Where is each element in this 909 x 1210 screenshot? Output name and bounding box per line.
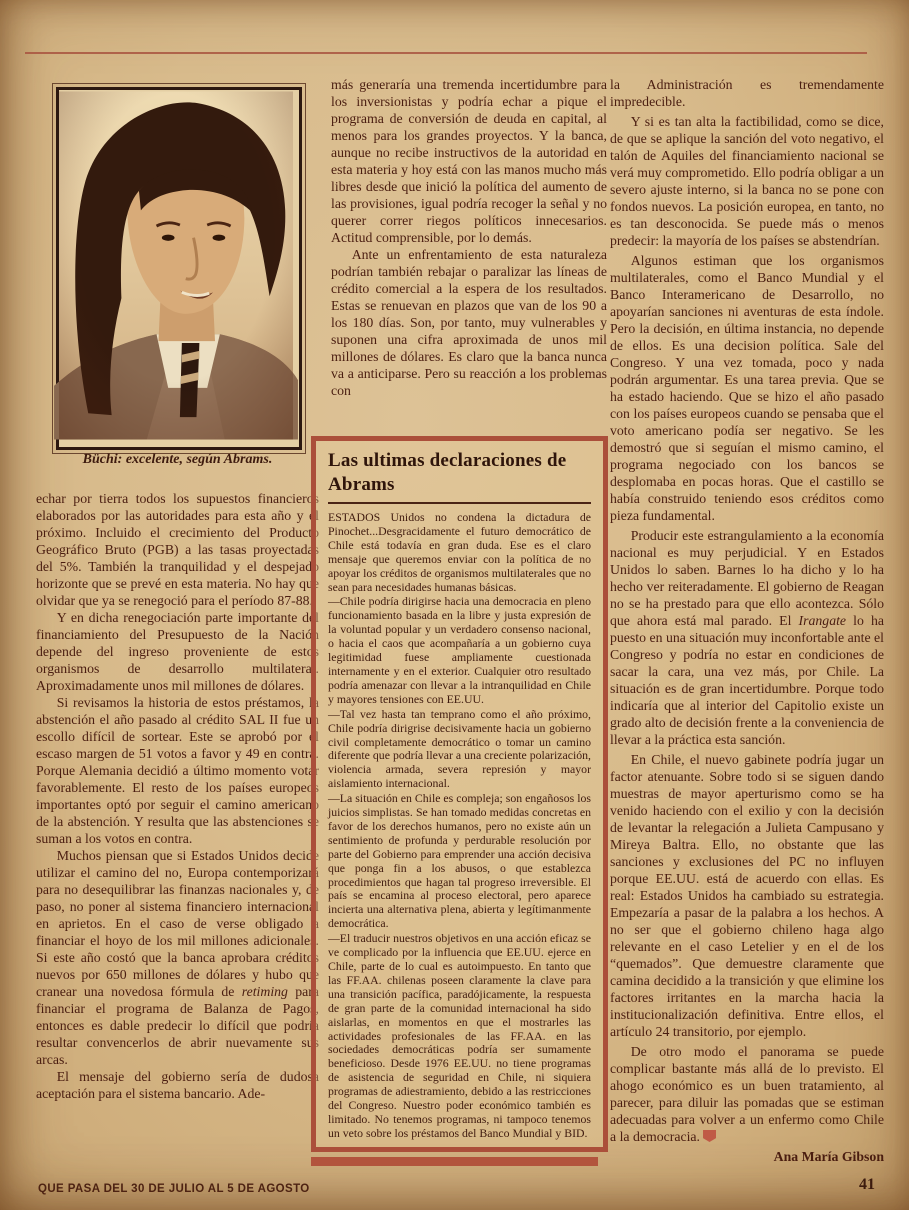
paragraph: más generaría una tremenda incertidumbre para los inversionistas y podría echar a pique el programa de conversión de deuda en capital, al menos para los grandes proyectos. Y la banca, aunque no recibe instructivos de la autoridad en esta materia y hoy está con las manos mucho más libres desde que inició la política del aumento de las provisiones, igual podría recoger la señal y no querer correr riegos políticos innecesarios. Actitud comprensible, por lo demás. bbox=[331, 77, 607, 245]
paragraph-segment: lo ha puesto en una situación muy inconfortable ante el Congreso y podría no estar en condiciones de sacar la cara, una vez más, por Chile. La situación es de gran incertidumbre. Porque todo indicaría que al interior del Capitolio existe un grado alto de decisión frente a la conveniencia de llevar a la práctica esta sanción. bbox=[610, 613, 884, 747]
paragraph: la Administración es tremendamente impredecible. bbox=[610, 77, 884, 109]
paragraph: Y si es tan alta la factibilidad, como se dice, de que se aplique la sanción del voto negativo, el talón de Aquiles del financiamiento nacional se verá muy comprometido. Ello podría obligar a un severo ajuste interno, si la banca no se pone con fondos nuevos. La posición europea, en tanto, no es tan desconocida. Se puede más o menos predecir: la mayoría de los países se abstendrían. bbox=[610, 114, 884, 248]
portrait-photo bbox=[56, 87, 302, 450]
paragraph: Y en dicha renegociación parte importante del financiamiento del Presupuesto de la Nación depende del ingreso proveniente de estos organismos de desarrollo multilateral. Aproximadamente unos mil millones de dólares. bbox=[36, 610, 319, 693]
author-byline: Ana María Gibson bbox=[773, 1149, 884, 1164]
portrait-photo-illustration bbox=[59, 90, 293, 441]
paragraph: echar por tierra todos los supuestos financieros elaborados por las autoridades para esta año y el próximo. Incluido el crecimiento del Producto Geográfico Bruto (PGB) a las tasas proyectadas del 5%. También la tranquilidad y el despejado horizonte que se prevé en esta materia. No hay que olvidar que ya se renegoció para el período 87-88. bbox=[36, 491, 319, 608]
article-column-3 bbox=[610, 76, 884, 1164]
paragraph-segment: Producir este estrangulamiento a la economía nacional es muy perjudicial. Y en Estados Unidos lo saben. Barnes lo ha dicho y lo ha hecho ver reiteradamente. El gobierno de Reagan no se ha prestado para que ello acontezca. Sólo que ahora está mal parado. El bbox=[610, 528, 884, 628]
footer-magazine-dateline: QUE PASA DEL 30 DE JULIO AL 5 DE AGOSTO bbox=[38, 1183, 310, 1195]
paragraph: —La situación en Chile es compleja; son engañosos los juicios simplistas. Se han tomado medidas concretas en favor de los derechos humanos, pero no existe aún un sentimiento de profunda y perdurable resolución por parte del Gobierno para emprender una acción decisiva que ponga fin a los abusos, o que establezca procedimientos que hagan tal progreso irreversible. El país se encamina al proceso electoral, pero aparece incierta una alternativa plena, abierta y legítimanmente democrática. bbox=[328, 791, 591, 931]
paragraph: —Tal vez hasta tan temprano como el año próximo, Chile podría dirigrise decisivamente hacia un gobierno civil completamente democrático o tomar un camino diferente que podría llevar a una creciente polarización, violencia armada, severa represión y mayor aislamiento internacional. bbox=[328, 706, 591, 791]
paragraph: Si revisamos la historia de estos préstamos, la abstención el año pasado al crédito SAL II fue un escollo difícil de sortear. Este se aprobó por el escaso margen de 51 votos a favor y 49 en contra. Porque Alemania decidió a último momento votar favorablemente. El resto de los países europeos importantes optó por seguir el camino americano de la abstención. Y resulta que las abstenciones se suman a los votos en contra. bbox=[36, 695, 319, 846]
paragraph: ESTADOS Unidos no condena la dictadura de Pinochet...Desgracidamente el futuro democrático de Chile está todavía en gran duda. Ese es el claro mensaje que queremos enviar con la política de no apoyar los créditos de organismos multilaterales que no sean para necesidades humanas básicas. bbox=[328, 510, 591, 594]
abrams-declarations-box bbox=[311, 436, 608, 1152]
paragraph-segment: para financiar el programa de Balanza de Pagos, entonces es dable predecir lo difícil que podría resultar convencerlos de abrir nuevamente sus arcas. bbox=[36, 984, 319, 1067]
top-rule bbox=[25, 52, 867, 54]
paragraph: —El traducir nuestros objetivos en una acción eficaz se ve complicado por la influencia que EE.UU. ejerce en Chile, parte de lo cual es autoimpuesto. En tanto que las FF.AA. chilenas poseen claramente la clave para una transición pacífica, paradójicamente, la respuesta de gran parte de la comunidad internacional ha sido aislarlas, en momentos en que el mostrarles las actividades profesionales de las FF.AA. en las sociedades democráticas podría ser sumamente beneficioso. Desde 1976 EE.UU. no tiene programas de asistencia de seguridad en Chile, ni siquiera programas de adiestramiento, debido a las restricciones del Congreso. Nuestro poder económico también es limitado. No tenemos programas, ni tampoco tenemos un veto sobre los préstamos del Banco Mundial y BID. bbox=[328, 931, 591, 1140]
italic-term: Irangate bbox=[798, 613, 847, 628]
paragraph-segment: Muchos piensan que si Estados Unidos decide utilizar el camino del no, Europa contemporizará para no desequilibrar las finanzas nacionales y, de paso, no poner al sistema financiero internacional en aprietos. En el caso de verse obligado a financiar el hoyo de los mil millones adicionales. Si este año costó que la banca aprobara créditos nuevos por 650 millones de dólares y hubo que cranear una novedosa fórmula de bbox=[36, 848, 319, 999]
box-title: Las ultimas declaraciones de Abrams bbox=[328, 449, 591, 504]
paragraph-segment: De otro modo el panorama se puede complicar bastante más allá de lo previsto. El ahogo económico es un buen tratamiento, al parecer, para diluir las pomadas que se estiman adecuadas para volver a un enfermo como Chile a la democracia. bbox=[610, 1044, 884, 1144]
paragraph bbox=[610, 527, 884, 748]
end-mark bbox=[703, 1130, 716, 1142]
paragraph bbox=[36, 847, 319, 1068]
box-body bbox=[328, 511, 591, 1141]
paragraph bbox=[610, 1043, 884, 1145]
paragraph: Ante un enfrentamiento de esta naturaleza podrían también rebajar o paralizar las líneas de crédito comercial a la espera de los resultados. Estas se renuevan en plazos que van de los 90 a los 180 días. Son, por tanto, muy vulnerables y suponen una cifra aproximada de unos mil millones de dólares. Es claro que la banca nunca va a anticiparse. Pero su reacción a los problemas con bbox=[331, 247, 607, 398]
paragraph: En Chile, el nuevo gabinete podría jugar un factor atenuante. Sobre todo si se siguen dando muestras de mayor aperturismo como se ha venido haciendo con el exilio y con la decisión de levantar la relegación a Julieta Campusano y Mireya Baltra. Ello, no obstante que las sanciones y exclusiones del PC no influyen porque EE.UU. está de acuerdo con ellas. Es real: Estados Unidos ha cambiado su estrategia. Empezaría a pasar de la palabra a los hechos. A no ser que el gobierno chileno haga algo relevante en el caso Letelier y en el de los “quemados”. Que demuestre claramente que camina decidido a la transición y que elimine los factores irritantes en la marcha hacia la institucionalización definitiva. Entre ellos, el artículo 24 transitorio, por ejemplo. bbox=[610, 752, 884, 1039]
photo-caption: Büchi: excelente, según Abrams. bbox=[82, 452, 273, 467]
article-column-2 bbox=[331, 76, 607, 430]
article-column-1 bbox=[36, 490, 319, 1170]
italic-term: retiming bbox=[241, 984, 288, 999]
paragraph: El mensaje del gobierno sería de dudosa aceptación para el sistema bancario. Ade- bbox=[36, 1069, 319, 1101]
red-divider-bar bbox=[311, 1157, 598, 1166]
paragraph: Algunos estiman que los organismos multilaterales, como el Banco Mundial y el Banco Interamericano de Desarrollo, no apoyarían sanciones ni aventuras de esta índole. Pero la decisión, en última instancia, no depende de ellos. Es una decision política. Sale del Congreso. Y una vez tomada, poco y nada podrán argumentar. Es una tarea previa. Que se ha estado haciendo. Que se hizo el año pasado con los países europeos cuando se pensaba que el voto americano podía ser negativo. Se les demostró que si seguían el mismo camino, el programa negociado con los bancos se desplomaba en pocas horas. Que el castillo se había construido teniendo esos créditos como pieza fundamental. bbox=[610, 253, 884, 523]
paragraph: —Chile podría dirigirse hacia una democracia en pleno funcionamiento basada en la libre y justa expresión de la voluntad popular y un verdadero consenso nacional, o hacia el caos que acompañaría a un gobierno cuya legitimidad fuese ampliamente cuestionada internamente y en el exterior. Cualquier otro resultado podría amenazar con llevar a la intranquilidad en Chile y mayores tensiones con EE.UU. bbox=[328, 594, 591, 706]
page-number: 41 bbox=[859, 1176, 875, 1193]
